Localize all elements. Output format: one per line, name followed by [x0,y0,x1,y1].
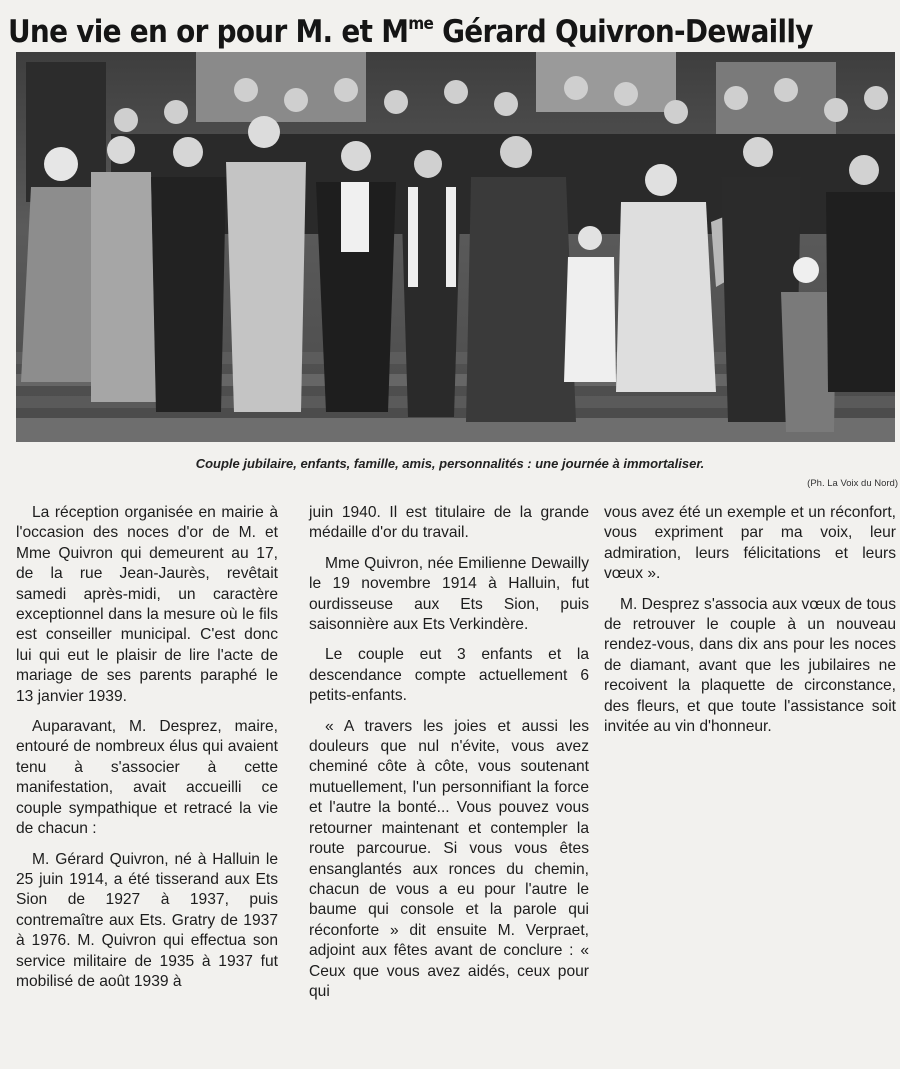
article-paragraph: La réception organisée en mairie à l'occasion des noces d'or de M. et Mme Quivron qui demeurent au 17, de la rue Jean-Jaurès, revêtait samedi après-midi, un caractère exceptionnel dans la mesure où le fils est conseiller municipal. C'est donc lui qui eut le plaisir de lire l'acte de mariage de ses parents paraphé le 13 janvier 1939. [16,504,278,705]
article-paragraph: Mme Quivron, née Emilienne Dewailly le 19 novembre 1914 à Halluin, fut ourdisseuse aux Ets Sion, puis saisonnière aux Ets Verkindère. [309,554,589,634]
photo-caption: Couple jubilaire, enfants, famille, amis, personnalités : une journée à immortaliser. [195,456,705,471]
group-photo-icon [16,52,895,442]
article-column-3 [604,503,896,737]
headline-part-2: Gérard Quivron-Dewailly [433,14,813,50]
article-paragraph: Auparavant, M. Desprez, maire, entouré de nombreux élus qui avaient tenu à s'associer à cette manifestation, avait accueilli ce couple sympathique et retracé la vie de chacun : [16,718,278,838]
headline-part-1: Une vie en or pour M. et M [8,14,409,50]
article-column-2 [309,503,589,1002]
article-paragraph: M. Desprez s'associa aux vœux de tous de retrouver le couple à un nouveau rendez-vous, dans dix ans pour les noces de diamant, avant que les jubilaires ne recoivent la plaquette de circonstance, des fleurs, et que toute l'assistance soit invitée au vin d'honneur. [604,595,896,736]
article-paragraph: Le couple eut 3 enfants et la descendance compte actuellement 6 petits-enfants. [309,646,589,705]
article-paragraph: M. Gérard Quivron, né à Halluin le 25 juin 1914, a été tisserand aux Ets Sion de 1927 à 1937, puis contremaître aux Ets. Gratry de 1937 à 1976. M. Quivron qui effectua son service militaire de 1935 à 1937 fut mobilisé de août 1939 à [16,850,278,990]
headline [8,2,813,50]
article-paragraph: « A travers les joies et aussi les douleurs que nul n'évite, vous avez cheminé côte à côte, vous soutenant mutuellement, l'un personnifiant la force et l'autre la bonté... Vous pouvez vous retourner maintenant et contempler la route parcourue. Si vous vous êtes ensanglantés aux ronces du chemin, chacun de vous a eu pour l'autre le baume qui console et la parole qui réconforte » dit ensuite M. Verpraet, adjoint aux fêtes avant de conclure : « Ceux que vous avez aidés, ceux pour qui [309,717,589,1000]
group-photo [16,52,895,442]
article-column-1 [16,503,278,992]
article-paragraph: juin 1940. Il est titulaire de la grande médaille d'or du travail. [309,504,589,542]
article-paragraph: vous avez été un exemple et un réconfort, vous expriment par ma voix, leur admiration, leurs félicitations et leurs vœux ». [604,504,896,583]
headline-sup: me [408,14,434,34]
photo-credit: (Ph. La Voix du Nord) [807,478,898,489]
